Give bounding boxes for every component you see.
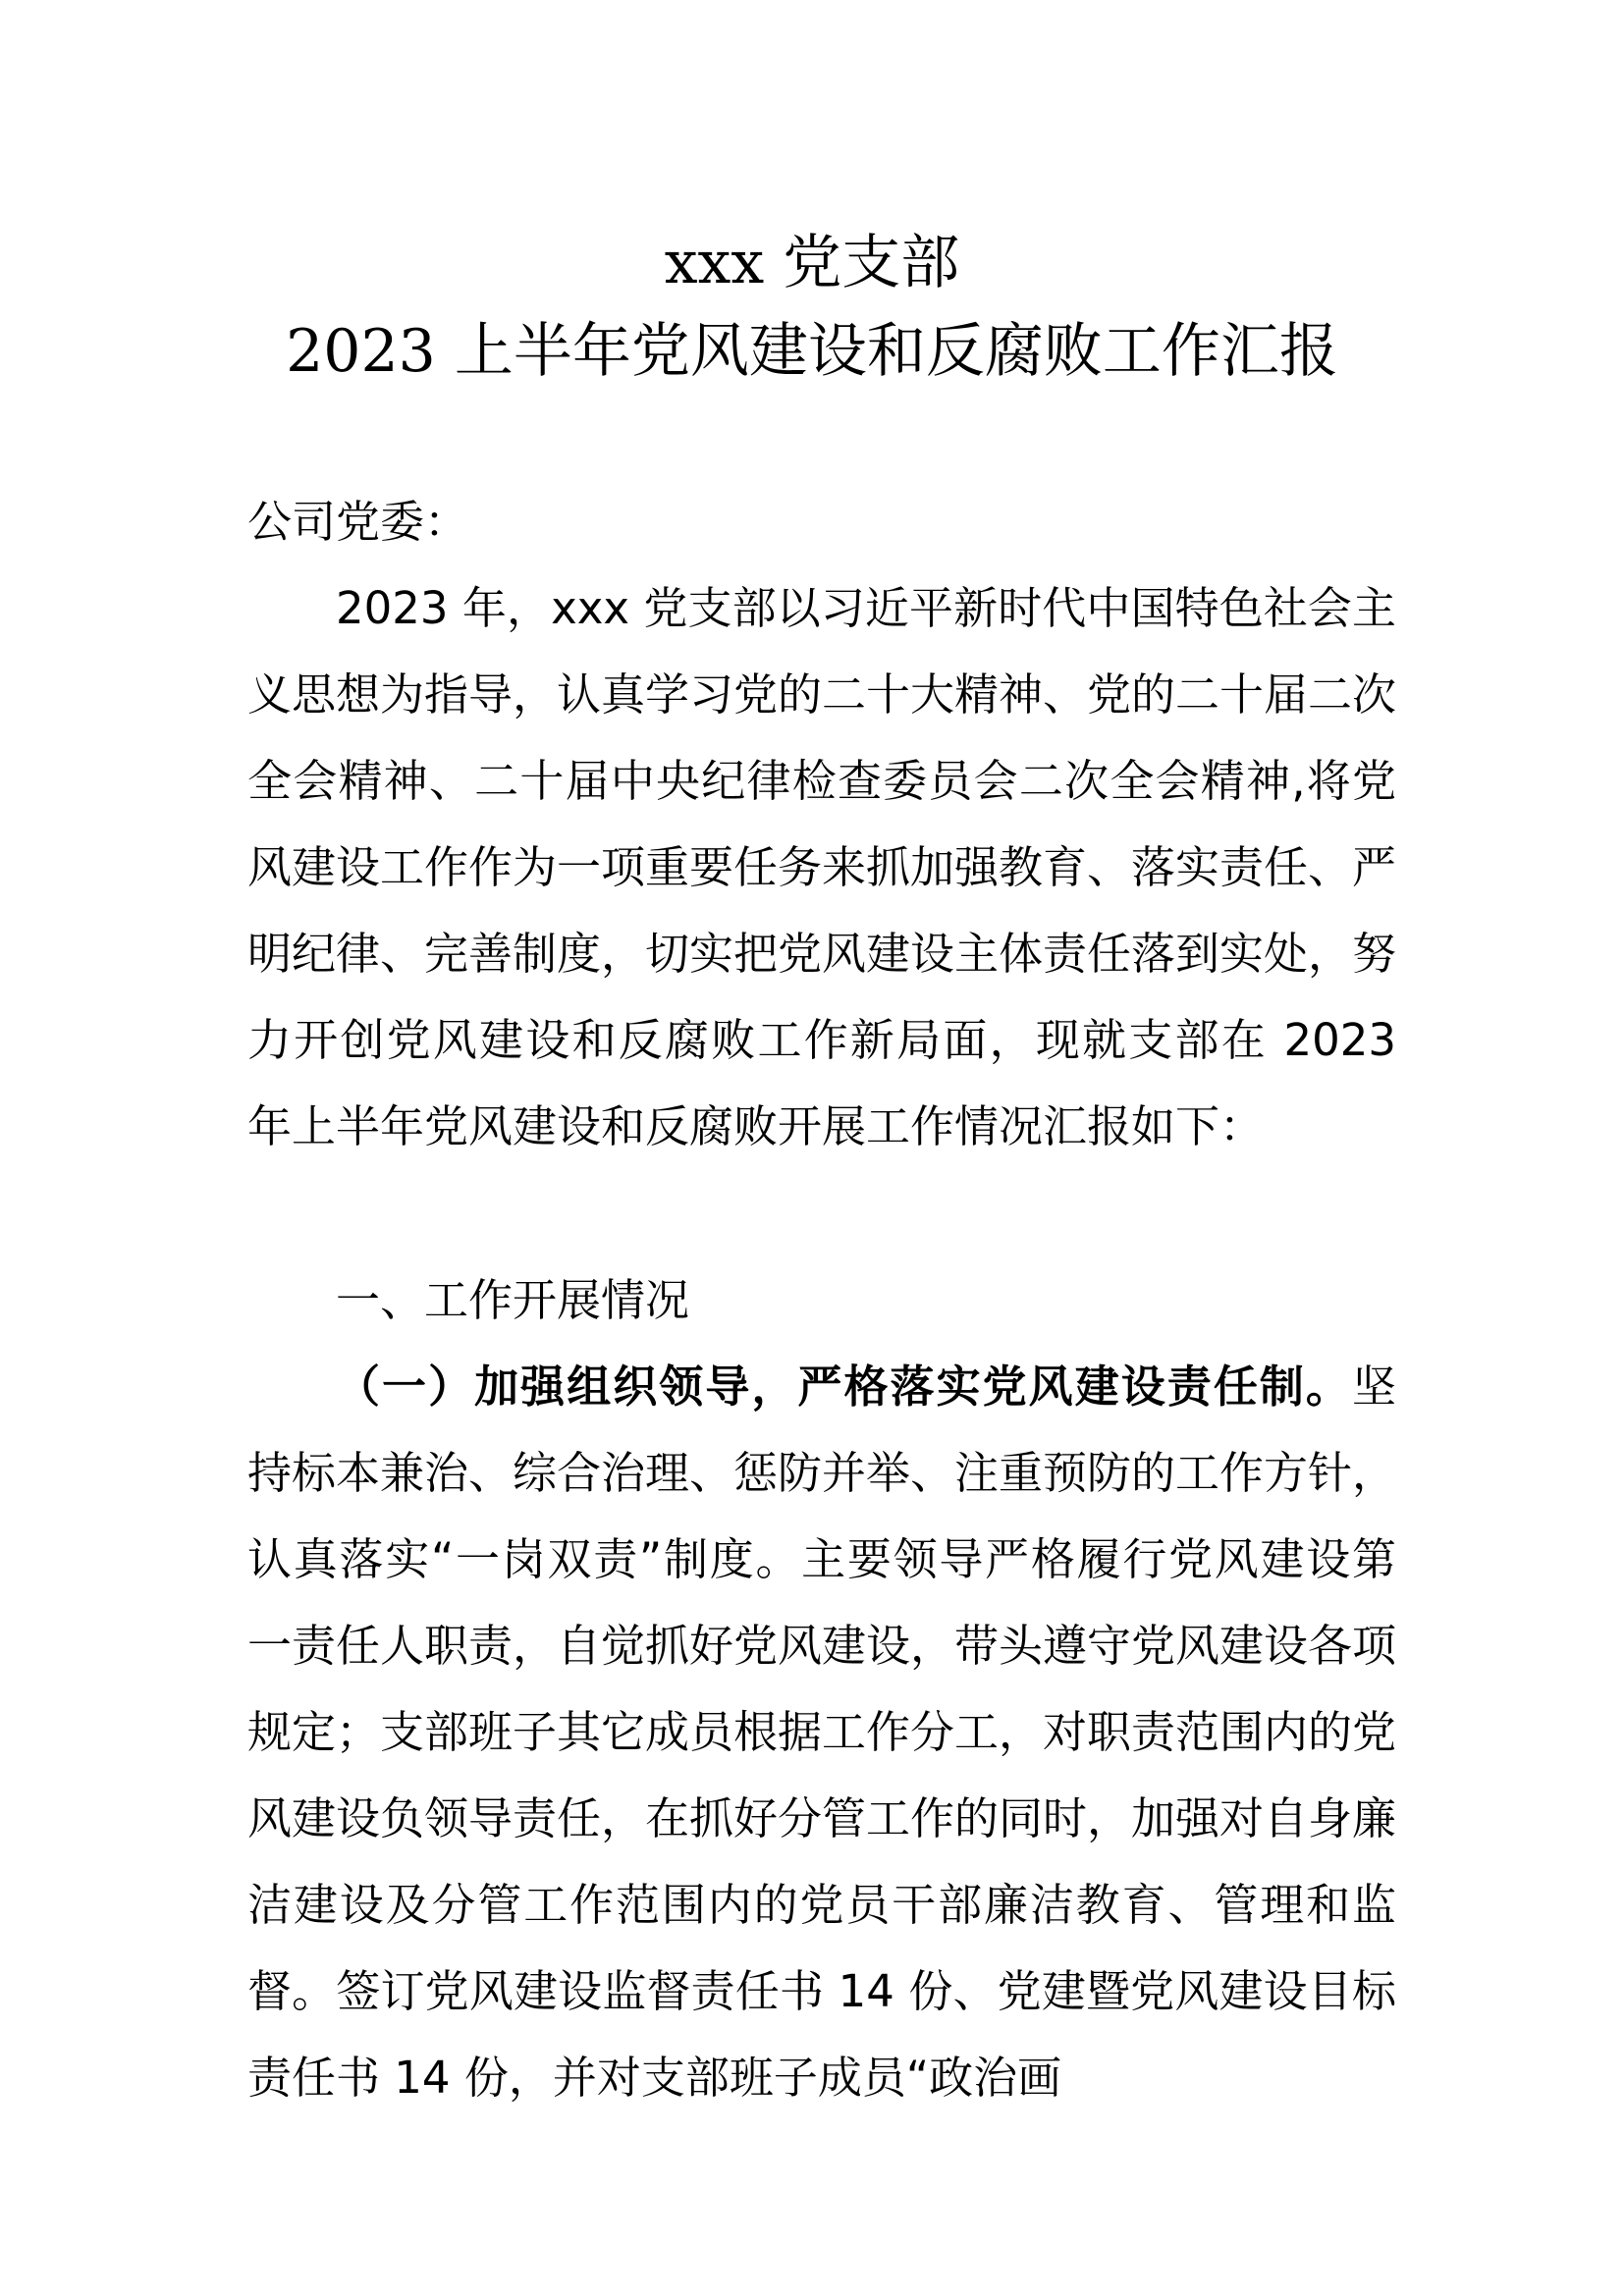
intro-paragraph: 2023 年，xxx 党支部以习近平新时代中国特色社会主义思想为指导，认真学习党的二十大精神、党的二十届二次全会精神、二十届中央纪律检查委员会二次全会精神,将党风建设工作作为一项重要任务来抓加强教育、落实责任、严明纪律、完善制度，切实把党风建设主体责任落到实处，努力开创党风建设和反腐败工作新局面，现就支部在 2023 年上半年党风建设和反腐败开展工作情况汇报如下： <box>247 582 1397 1152</box>
section-heading: 一、工作开展情况 <box>336 1274 690 1326</box>
section-paragraph <box>247 1344 1396 2121</box>
document-title-line-1: xxx 党支部 <box>664 229 960 297</box>
salutation: 公司党委： <box>247 496 469 548</box>
subsection-body: 坚持标本兼治、综合治理、惩防并举、注重预防的工作方针，认真落实“一岗双责”制度。主要领导严格履行党风建设第一责任人职责，自觉抓好党风建设，带头遵守党风建设各项规定；支部班子其它成员根据工作分工，对职责范围内的党风建设负领导责任，在抓好分管工作的同时，加强对自身廉洁建设及分管工作范围内的党员干部廉洁教育、管理和监督。签订党风建设监督责任书 14 份、党建暨党风建设目标责任书 14 份，并对支部班子成员“政治画 <box>247 1361 1397 2104</box>
document-title-line-2: 2023 上半年党风建设和反腐败工作汇报 <box>286 317 1338 386</box>
subsection-title: （一）加强组织领导，严格落实党风建设责任制。 <box>336 1361 1352 1413</box>
